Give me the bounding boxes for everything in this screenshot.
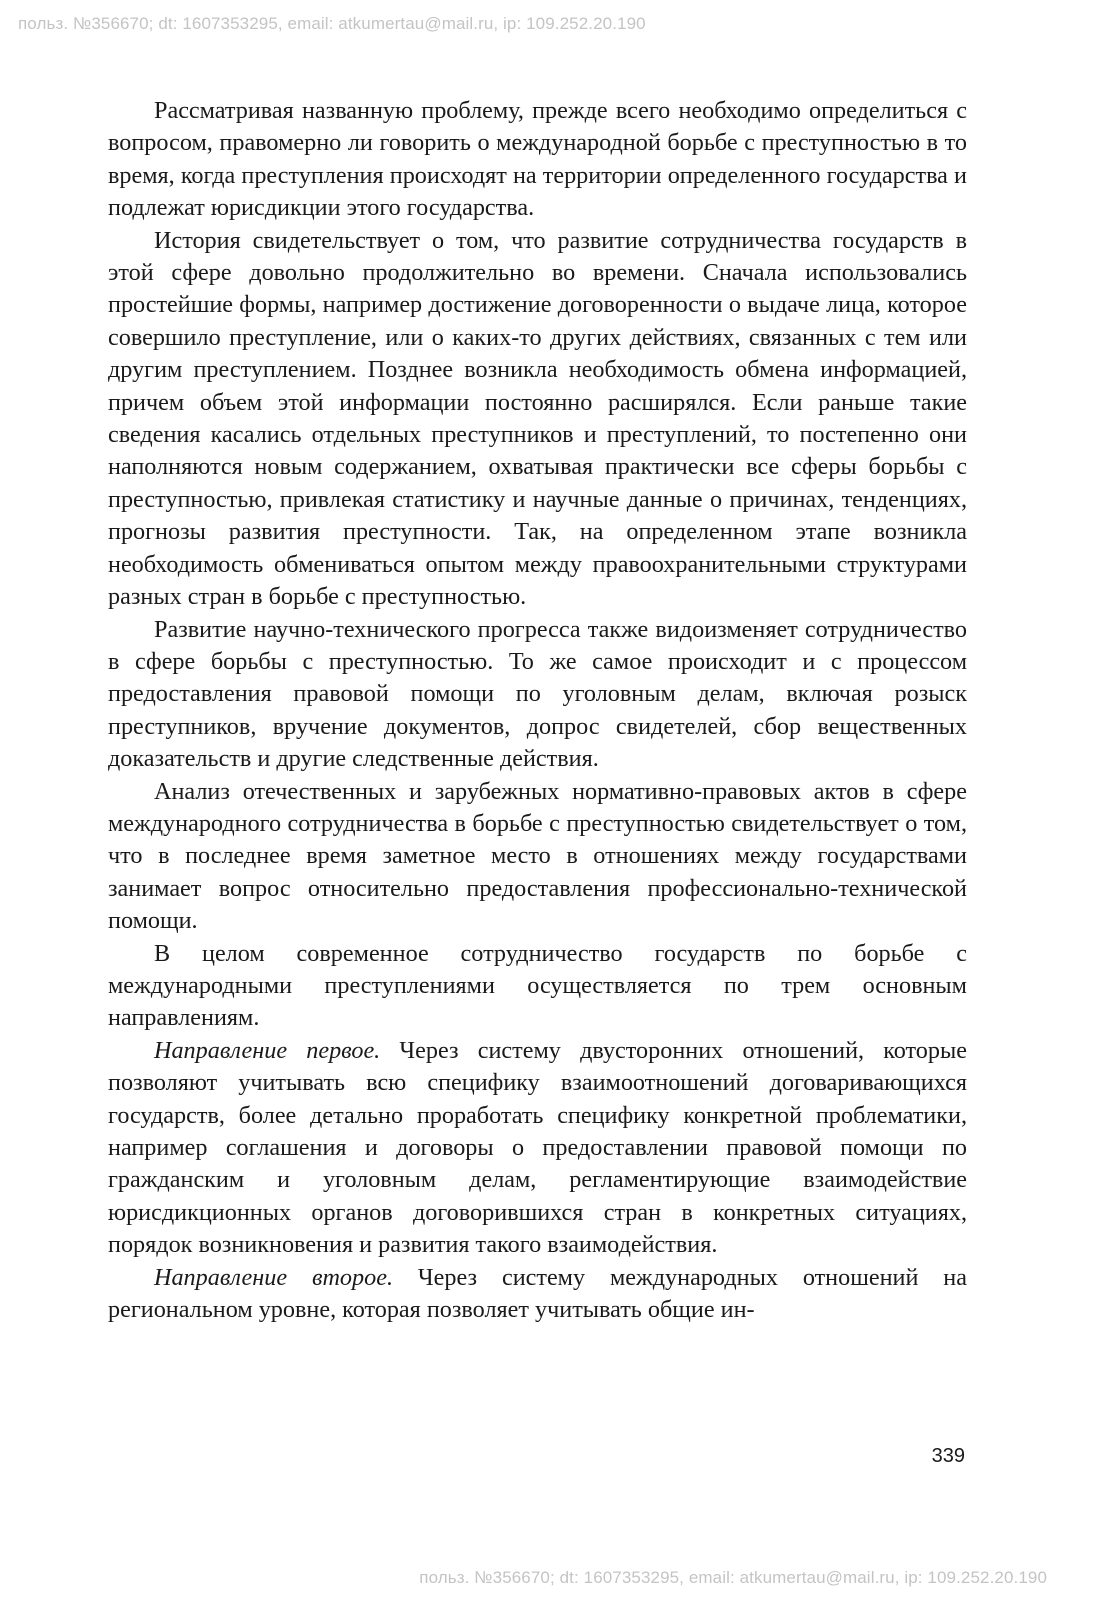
watermark-bottom: польз. №356670; dt: 1607353295, email: atkumertau@mail.ru, ip: 109.252.20.190 [419,1568,1047,1587]
paragraph [108,1035,967,1262]
paragraph [108,938,967,1035]
paragraph [108,776,967,938]
paragraph-text: Развитие научно-технического прогресса также видоизменяет сотрудничество в сфере борьбы с преступностью. То же самое происходит и с процессом предоставления правовой помощи по уголовным делам, включая розыск преступников, вручение документов, допрос свидетелей, сбор вещественных доказательств и другие следственные действия. [108,615,967,773]
paragraph [108,614,967,776]
paragraph [108,95,967,225]
paragraph-text: Рассматривая названную проблему, прежде всего необходимо определиться с вопросом, правомерно ли говорить о международной борьбе с преступностью в то время, когда преступления происходят на территории определенного государства и подлежат юрисдикции этого государства. [108,97,967,222]
paragraph-text: Через систему международных отношений на региональном уровне, которая позволяет учитывать общие ин- [108,1263,967,1324]
page-number: 339 [931,1445,965,1467]
paragraph-lead: Направление первое. [154,1036,381,1064]
paragraph-lead: Направление второе. [154,1263,393,1291]
paragraph-text: В целом современное сотрудничество государств по борьбе с международными преступлениями осуществляется по трем основным направлениям. [108,939,967,1032]
paragraph [108,225,967,614]
paragraph-text: Через систему двусторонних отношений, которые позволяют учитывать всю специфику взаимоотношений договаривающихся государств, более детально проработать специфику конкретной проблематики, например соглашения и договоры о предоставлении правовой помощи по гражданским и уголовным делам, регламентирующие взаимодействие юрисдикционных органов договорившихся стран в конкретных ситуациях, порядок возникновения и развития такого взаимодействия. [108,1036,967,1259]
paragraph-text: Анализ отечественных и зарубежных нормативно-правовых актов в сфере международного сотрудничества в борьбе с преступностью свидетельствует о том, что в последнее время заметное место в отношениях между государствами занимает вопрос относительно предоставления профессионально-технической помощи. [108,777,967,935]
page-body [108,95,967,1326]
watermark-top: польз. №356670; dt: 1607353295, email: atkumertau@mail.ru, ip: 109.252.20.190 [18,14,646,33]
paragraph-text: История свидетельствует о том, что развитие сотрудничества государств в этой сфере довольно продолжительно во времени. Сначала использовались простейшие формы, например достижение договоренности о выдаче лица, которое совершило преступление, или о каких-то других действиях, связанных с тем или другим преступлением. Позднее возникла необходимость обмена информацией, причем объем этой информации постоянно расширялся. Если раньше такие сведения касались отдельных преступников и преступлений, то постепенно они наполняются новым содержанием, охватывая практически все сферы борьбы с преступностью, привлекая статистику и научные данные о причинах, тенденциях, прогнозы развития преступности. Так, на определенном этапе возникла необходимость обмениваться опытом между правоохранительными структурами разных стран в борьбе с преступностью. [108,226,967,611]
paragraph [108,1262,967,1327]
